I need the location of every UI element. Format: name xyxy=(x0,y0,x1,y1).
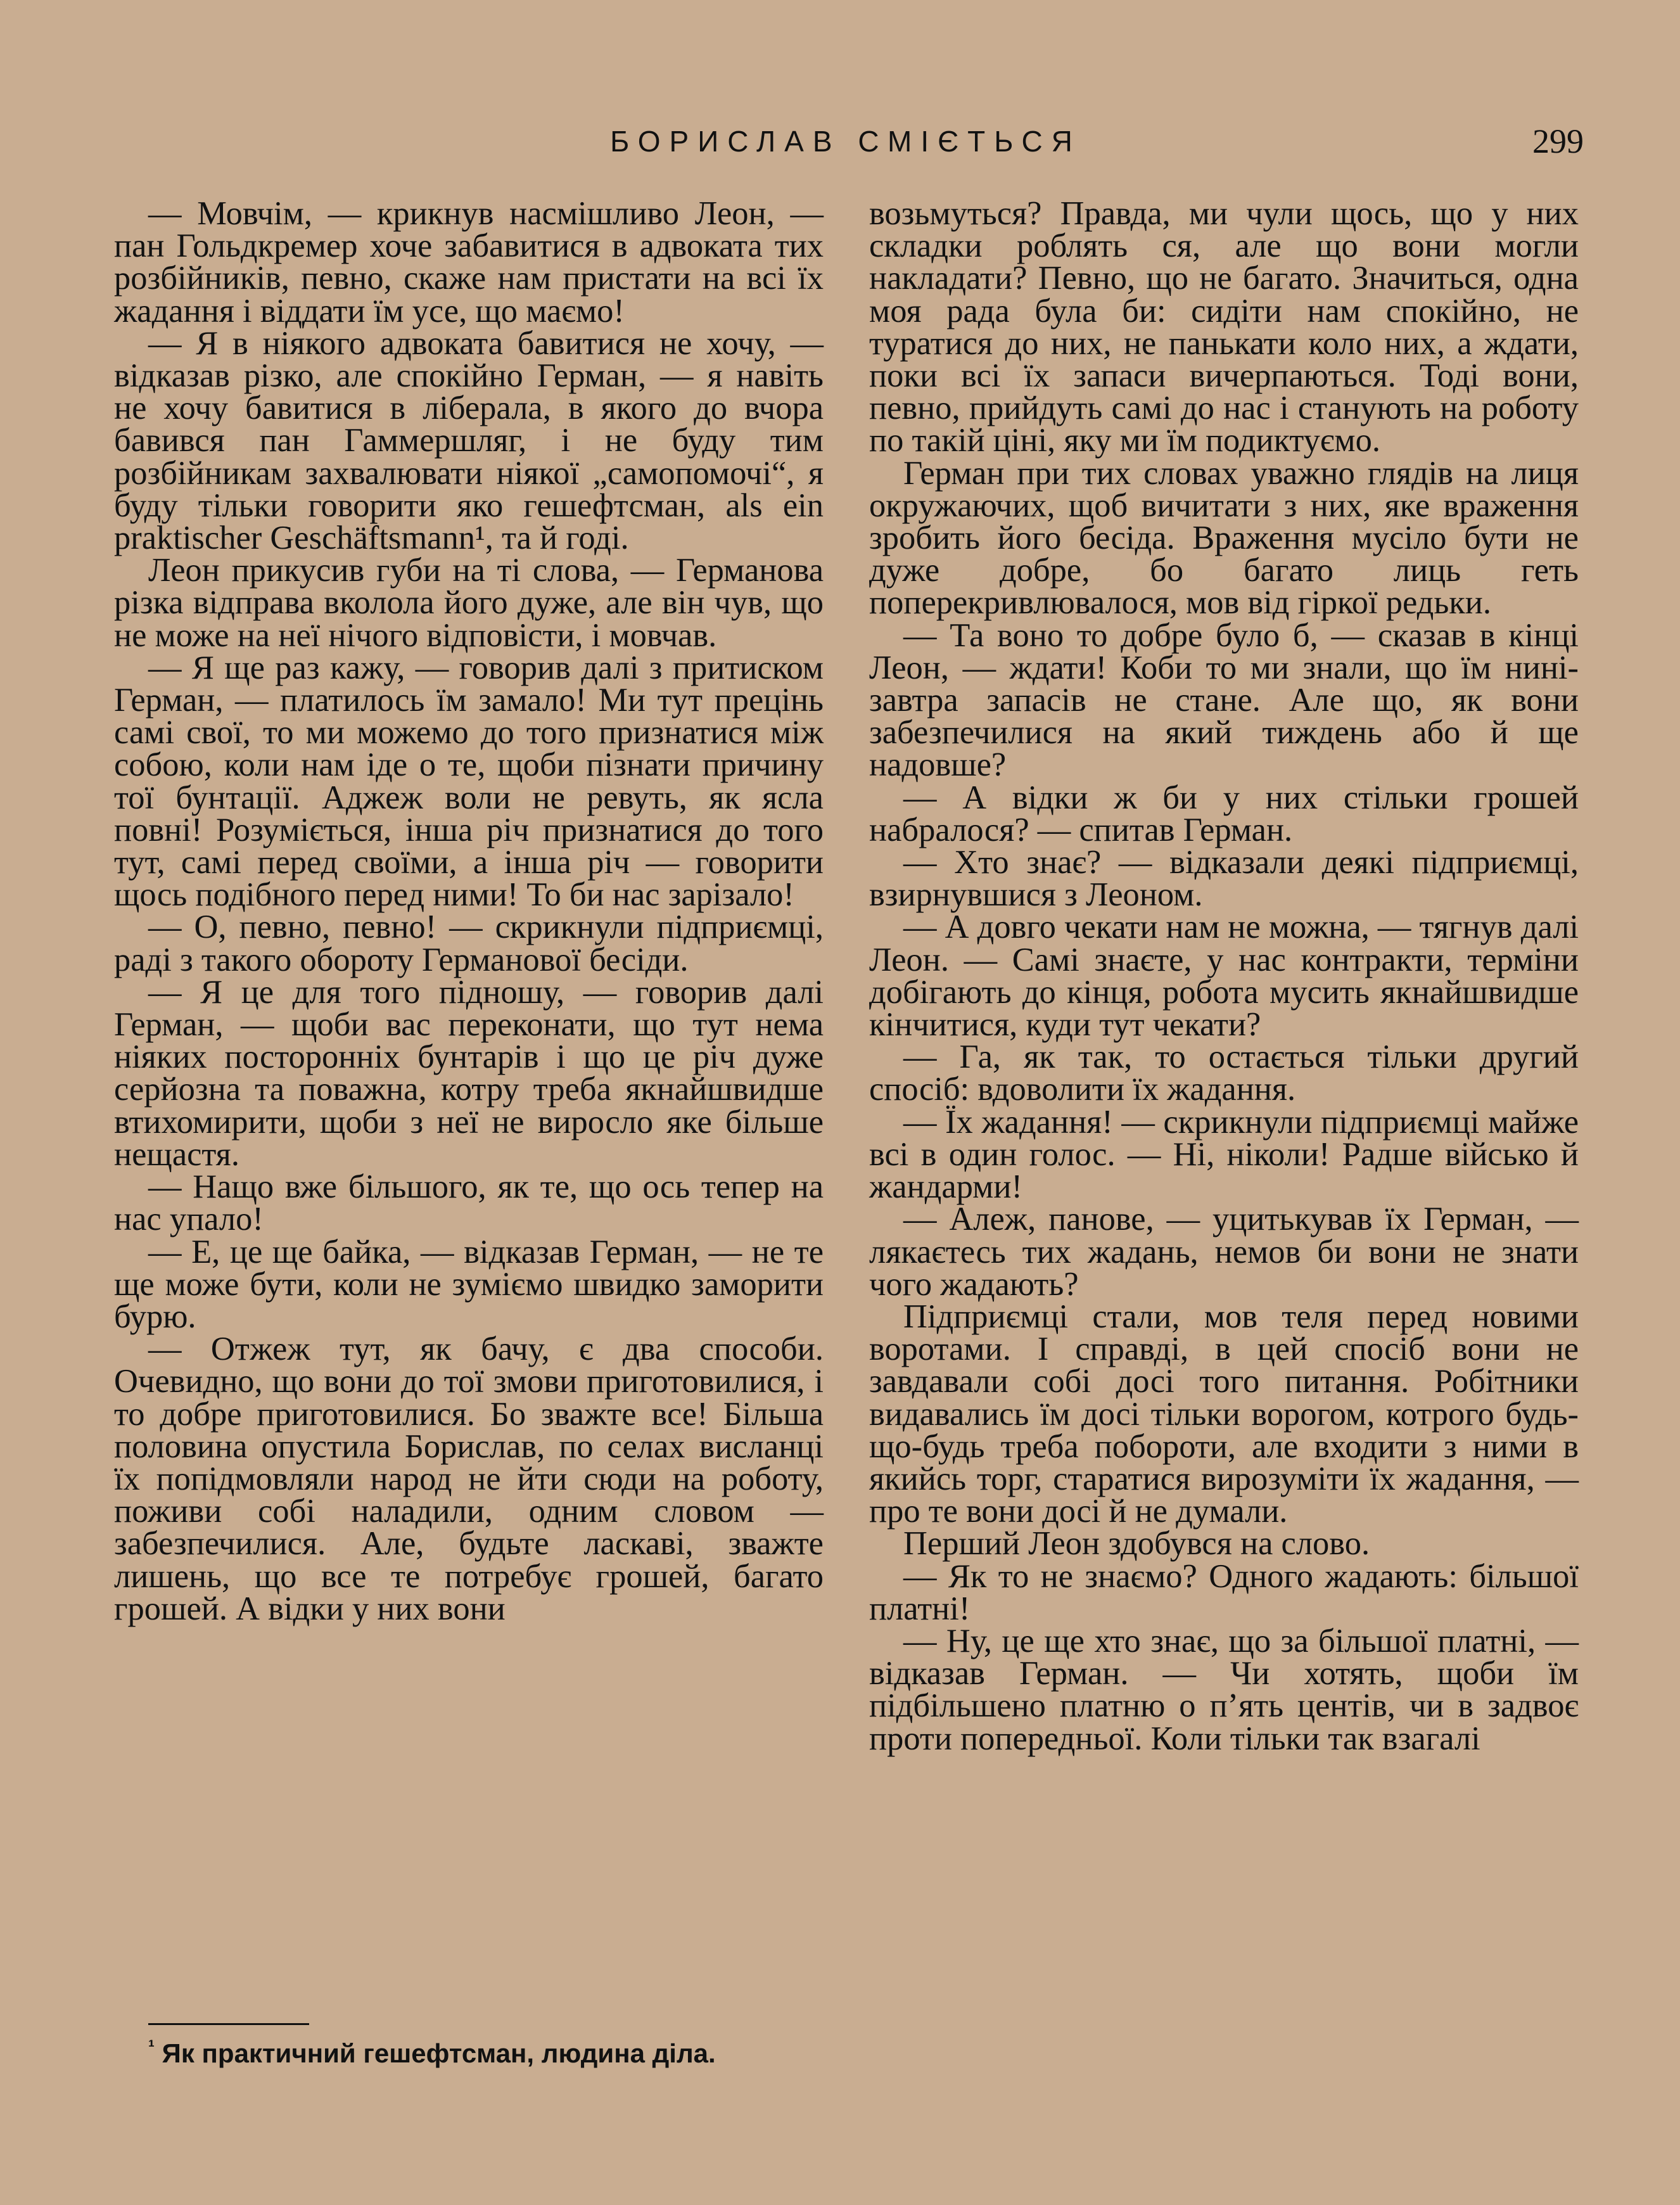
paragraph: Леон прикусив губи на ті слова, — Германова різка відправа вколола його дуже, але він чув, що не може на неї нічого відповісти, і мовчав. xyxy=(114,552,824,654)
running-title: БОРИСЛАВ СМІЄТЬСЯ xyxy=(610,125,1081,158)
paragraph: Перший Леон здобувся на слово. xyxy=(903,1525,1370,1563)
paragraph: — Ну, це ще хто знає, що за більшої платні, — відказав Герман. — Чи хотять, щоби їм підбільшено платню о п’ять центів, чи в задвоє проти попередньої. Коли тільки так взагалі xyxy=(869,1622,1579,1757)
paragraph: — Хто знає? — відказали деякі підприємці, взирнувшися з Леоном. xyxy=(869,844,1579,914)
paragraph: — Е, це ще байка, — відказав Герман, — не те ще може бути, коли не зуміємо швидко заморити бурю. xyxy=(114,1233,824,1335)
paragraph: Підприємці стали, мов теля перед новими воротами. І справді, в цей спосіб вони не завдавали собі досі того питання. Робітники видавались їм досі тільки ворогом, котрого будь-що-будь треба побороти, але входити з ними в якийсь торг, старатися вирозуміти їх жадання, — про те вони досі й не думали. xyxy=(869,1298,1579,1530)
paragraph: — Я ще раз кажу, — говорив далі з притиском Герман, — платилось їм замало! Ми тут прецінь самі свої, то ми можемо до того признатися між собою, коли нам іде о те, щоби пізнати причину тої бунтації. Аджеж воли не ревуть, як ясла повні! Розуміється, інша річ признатися до того тут, самі перед своїми, а інша річ — говорити щось подібного перед ними! То би нас зарізало! xyxy=(114,649,824,914)
paragraph: — Алеж, панове, — уцитькував їх Герман, — лякаєтесь тих жадань, немов би вони не знати чого жадають? xyxy=(869,1201,1579,1303)
page-header xyxy=(108,124,1584,169)
left-column xyxy=(114,195,824,1627)
paragraph: — Мовчім, — крикнув насмішливо Леон, — пан Гольдкремер хоче забавитися в адвоката тих розбійників, певно, скаже нам пристати на всі їх жадання і віддати їм усе, що маємо! xyxy=(114,195,824,329)
paragraph: — О, певно, певно! — скрикнули підприємці, раді з такого обороту Германової бесіди. xyxy=(114,909,824,978)
paragraph: — Як то не знаємо? Одного жадають: більшої платні! xyxy=(869,1557,1579,1627)
paragraph: возьмуться? Правда, ми чули щось, що у них складки роблять ся, але що вони могли накладати? Певно, що не багато. Значиться, одна моя рада була би: сидіти нам спокійно, не туратися до них, не панькати коло них, а ждати, поки всі їх запаси вичерпаються. Тоді вони, певно, прийдуть самі до нас і станують на роботу по такій ціні, яку ми їм подиктуємо. xyxy=(869,195,1579,459)
paragraph: — Га, як так, то остається тільки другий спосіб: вдоволити їх жадання. xyxy=(869,1039,1579,1108)
footnote-text: Як практичний гешефтсман, людина діла. xyxy=(162,2038,716,2068)
page-number: 299 xyxy=(1532,122,1584,160)
right-column xyxy=(869,195,1579,1757)
paragraph: — А відки ж би у них стільки грошей набралося? — спитав Герман. xyxy=(869,779,1579,848)
paragraph: Герман при тих словах уважно глядів на лиця окружаючих, щоб вичитати з них, яке враження зробить його бесіда. Враження мусіло бути не дуже добре, бо багато лиць геть поперекривлювалося, мов від гіркої редьки. xyxy=(869,454,1579,622)
paragraph: — Я в ніякого адвоката бавитися не хочу, — відказав різко, але спокійно Герман, — я навіть не хочу бавитися в ліберала, в якого до вчора бавився пан Гаммершляг, і не буду тим розбійникам захвалювати ніякої „самопомочі“, я буду тільки говорити яко гешефтсман, als ein praktischer Geschäftsmann¹, та й годі. xyxy=(114,324,824,557)
footnote-divider xyxy=(148,2023,309,2025)
paragraph: — Я це для того підношу, — говорив далі Герман, — щоби вас переконати, що тут нема ніяких посторонніх бунтарів і що це річ дуже серйозна та поважна, котру треба якнайшвидше втихомирити, щоби з неї не виросло яке більше нещастя. xyxy=(114,973,824,1173)
paragraph: — Нащо вже більшого, як те, що ось тепер на нас упало! xyxy=(114,1168,824,1238)
paragraph: — Їх жадання! — скрикнули підприємці майже всі в один голос. — Ні, ніколи! Радше військо й жандарми! xyxy=(869,1103,1579,1206)
paragraph: — Та воно то добре було б, — сказав в кінці Леон, — ждати! Коби то ми знали, що їм нині-завтра запасів не стане. Але що, як вони забезпечилися на який тиждень або й ще надовше? xyxy=(869,617,1579,784)
paragraph: — Отжеж тут, як бачу, є два способи. Очевидно, що вони до тої змови приготовилися, і то добре приготовилися. Бо зважте все! Більша половина опустила Борислав, по селах висланці їх попідмовляли народ не йти сюди на роботу, поживи собі наладили, одним словом — забезпечилися. Але, будьте ласкаві, зважте лишень, що все те потребує грошей, багато грошей. А відки у них вони xyxy=(114,1331,824,1627)
footnote-marker: ¹ xyxy=(148,2036,155,2057)
footnote xyxy=(148,2036,832,2069)
paragraph: — А довго чекати нам не можна, — тягнув далі Леон. — Самі знаєте, у нас контракти, терміни добігають до кінця, робота мусить якнайшвидше кінчитися, куди тут чекати? xyxy=(869,909,1579,1044)
